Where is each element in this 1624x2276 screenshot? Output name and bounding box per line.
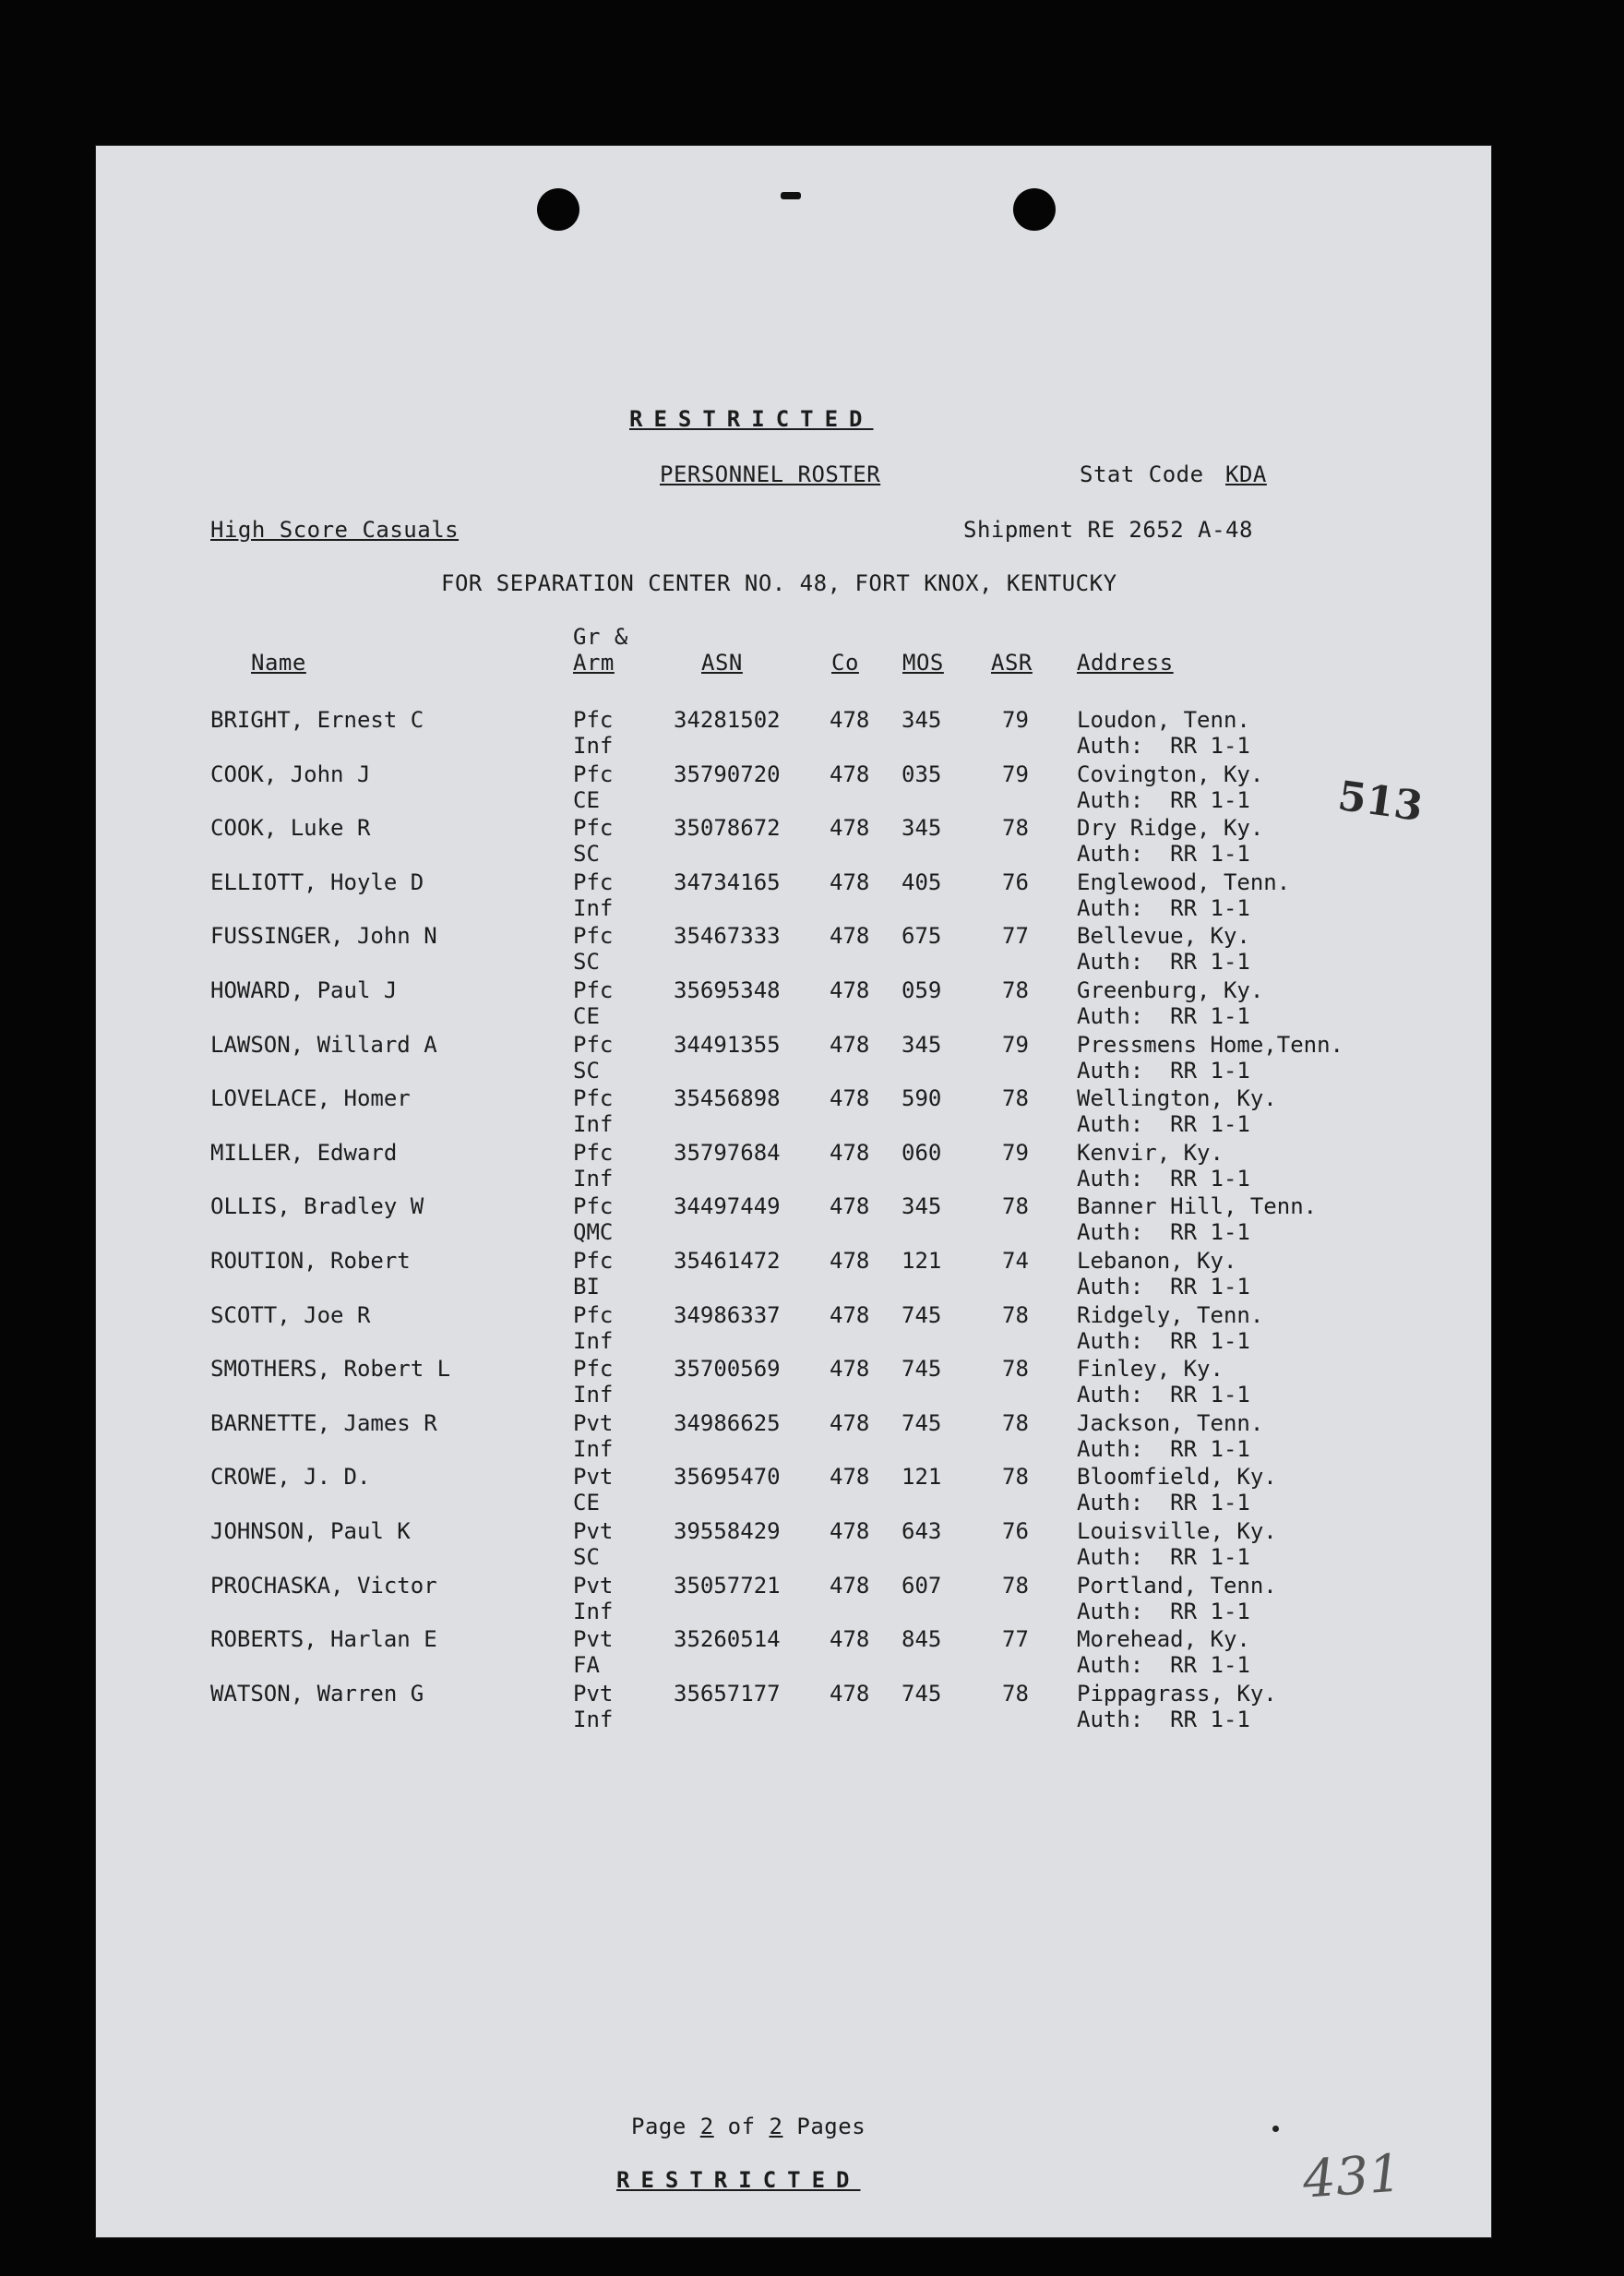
cell-asr: 78 bbox=[1002, 1356, 1029, 1383]
cell-co: 478 bbox=[830, 1680, 870, 1707]
cell-arm: Inf bbox=[573, 733, 614, 759]
cell-co: 478 bbox=[830, 1301, 870, 1328]
cell-asr: 76 bbox=[1002, 1518, 1029, 1544]
cell-name: BRIGHT, Ernest C bbox=[210, 707, 424, 733]
cell-asr: 79 bbox=[1002, 1139, 1029, 1166]
classification-header: RESTRICTED bbox=[629, 406, 874, 432]
cell-co: 478 bbox=[830, 707, 870, 733]
cell-asn: 34734165 bbox=[674, 868, 781, 895]
shipment-label: Shipment RE 2652 A-48 bbox=[963, 517, 1253, 543]
cell-co: 478 bbox=[830, 1031, 870, 1058]
cell-mos: 345 bbox=[902, 1031, 942, 1058]
cell-mos: 060 bbox=[902, 1139, 942, 1166]
cell-mos: 405 bbox=[902, 868, 942, 895]
cell-asr: 78 bbox=[1002, 1409, 1029, 1436]
cell-name: ROBERTS, Harlan E bbox=[210, 1626, 437, 1653]
cell-co: 478 bbox=[830, 1572, 870, 1599]
cell-asn: 35260514 bbox=[674, 1626, 781, 1653]
cell-mos: 745 bbox=[902, 1409, 942, 1436]
cell-authority: Auth: RR 1-1 bbox=[1077, 1327, 1250, 1354]
cell-asn: 35695470 bbox=[674, 1464, 781, 1491]
cell-asr: 78 bbox=[1002, 1464, 1029, 1491]
column-header-co: Co bbox=[831, 650, 859, 676]
punch-hole bbox=[1013, 188, 1056, 231]
group-label: High Score Casuals bbox=[210, 517, 460, 543]
cell-arm: Inf bbox=[573, 1706, 614, 1732]
page-indicator bbox=[631, 2114, 866, 2139]
cell-asn: 35456898 bbox=[674, 1085, 781, 1112]
cell-grade: Pfc bbox=[573, 815, 614, 842]
cell-asn: 35078672 bbox=[674, 815, 781, 842]
cell-address: Jackson, Tenn. bbox=[1077, 1409, 1264, 1436]
cell-authority: Auth: RR 1-1 bbox=[1077, 1274, 1250, 1300]
cell-grade: Pfc bbox=[573, 1031, 614, 1058]
cell-address: Louisville, Ky. bbox=[1077, 1518, 1277, 1544]
cell-arm: FA bbox=[573, 1652, 600, 1679]
cell-mos: 745 bbox=[902, 1680, 942, 1707]
cell-co: 478 bbox=[830, 1248, 870, 1274]
cell-address: Portland, Tenn. bbox=[1077, 1572, 1277, 1599]
cell-name: FUSSINGER, John N bbox=[210, 923, 437, 950]
cell-authority: Auth: RR 1-1 bbox=[1077, 1057, 1250, 1084]
cell-asr: 79 bbox=[1002, 761, 1029, 787]
punch-hole bbox=[537, 188, 579, 231]
cell-arm: Inf bbox=[573, 1327, 614, 1354]
cell-authority: Auth: RR 1-1 bbox=[1077, 1219, 1250, 1246]
cell-arm: Inf bbox=[573, 1598, 614, 1624]
cell-authority: Auth: RR 1-1 bbox=[1077, 1544, 1250, 1570]
cell-co: 478 bbox=[830, 923, 870, 950]
cell-address: Finley, Ky. bbox=[1077, 1356, 1224, 1383]
cell-grade: Pfc bbox=[573, 1248, 614, 1274]
cell-arm: SC bbox=[573, 841, 600, 868]
cell-name: SMOTHERS, Robert L bbox=[210, 1356, 451, 1383]
cell-asn: 35467333 bbox=[674, 923, 781, 950]
cell-arm: CE bbox=[573, 1490, 600, 1516]
cell-address: Greenburg, Ky. bbox=[1077, 977, 1264, 1003]
page-suffix: Pages bbox=[782, 2114, 866, 2139]
cell-asn: 34986337 bbox=[674, 1301, 781, 1328]
cell-name: BARNETTE, James R bbox=[210, 1409, 437, 1436]
cell-authority: Auth: RR 1-1 bbox=[1077, 733, 1250, 759]
cell-name: COOK, John J bbox=[210, 761, 371, 787]
cell-authority: Auth: RR 1-1 bbox=[1077, 1652, 1250, 1679]
cell-co: 478 bbox=[830, 815, 870, 842]
cell-address: Bloomfield, Ky. bbox=[1077, 1464, 1277, 1491]
cell-mos: 675 bbox=[902, 923, 942, 950]
cell-authority: Auth: RR 1-1 bbox=[1077, 1165, 1250, 1192]
cell-grade: Pfc bbox=[573, 977, 614, 1003]
cell-authority: Auth: RR 1-1 bbox=[1077, 786, 1250, 813]
cell-authority: Auth: RR 1-1 bbox=[1077, 1111, 1250, 1138]
cell-address: Lebanon, Ky. bbox=[1077, 1248, 1237, 1274]
cell-address: Dry Ridge, Ky. bbox=[1077, 815, 1264, 842]
cell-arm: Inf bbox=[573, 894, 614, 921]
cell-co: 478 bbox=[830, 761, 870, 787]
cell-co: 478 bbox=[830, 1139, 870, 1166]
cell-grade: Pfc bbox=[573, 707, 614, 733]
cell-asn: 35790720 bbox=[674, 761, 781, 787]
cell-asn: 35057721 bbox=[674, 1572, 781, 1599]
cell-grade: Pvt bbox=[573, 1409, 614, 1436]
column-header-asr: ASR bbox=[991, 650, 1033, 676]
cell-arm: Inf bbox=[573, 1382, 614, 1408]
cell-grade: Pfc bbox=[573, 868, 614, 895]
cell-co: 478 bbox=[830, 1409, 870, 1436]
column-header-mos: MOS bbox=[902, 650, 944, 676]
cell-co: 478 bbox=[830, 1464, 870, 1491]
cell-mos: 845 bbox=[902, 1626, 942, 1653]
cell-grade: Pfc bbox=[573, 923, 614, 950]
cell-grade: Pfc bbox=[573, 1356, 614, 1383]
cell-address: Englewood, Tenn. bbox=[1077, 868, 1291, 895]
cell-mos: 745 bbox=[902, 1356, 942, 1383]
page-prefix: Page bbox=[631, 2114, 700, 2139]
cell-arm: CE bbox=[573, 786, 600, 813]
cell-asn: 35797684 bbox=[674, 1139, 781, 1166]
cell-asr: 78 bbox=[1002, 1301, 1029, 1328]
cell-co: 478 bbox=[830, 1085, 870, 1112]
cell-co: 478 bbox=[830, 977, 870, 1003]
cell-mos: 121 bbox=[902, 1248, 942, 1274]
destination-line: FOR SEPARATION CENTER NO. 48, FORT KNOX, KENTUCKY bbox=[441, 570, 1117, 596]
cell-address: Morehead, Ky. bbox=[1077, 1626, 1250, 1653]
cell-address: Banner Hill, Tenn. bbox=[1077, 1193, 1318, 1220]
cell-arm: CE bbox=[573, 1003, 600, 1029]
cell-asr: 78 bbox=[1002, 1085, 1029, 1112]
cell-authority: Auth: RR 1-1 bbox=[1077, 949, 1250, 976]
cell-authority: Auth: RR 1-1 bbox=[1077, 894, 1250, 921]
cell-authority: Auth: RR 1-1 bbox=[1077, 1490, 1250, 1516]
cell-address: Covington, Ky. bbox=[1077, 761, 1264, 787]
column-header-address: Address bbox=[1077, 650, 1174, 676]
cell-asn: 35695348 bbox=[674, 977, 781, 1003]
page-total: 2 bbox=[769, 2114, 783, 2139]
cell-asr: 79 bbox=[1002, 707, 1029, 733]
cell-co: 478 bbox=[830, 1518, 870, 1544]
cell-asr: 78 bbox=[1002, 1193, 1029, 1220]
cell-asr: 79 bbox=[1002, 1031, 1029, 1058]
cell-mos: 607 bbox=[902, 1572, 942, 1599]
cell-authority: Auth: RR 1-1 bbox=[1077, 1435, 1250, 1462]
stat-code-value: KDA bbox=[1225, 461, 1267, 487]
cell-arm: SC bbox=[573, 1544, 600, 1570]
cell-asn: 35700569 bbox=[674, 1356, 781, 1383]
cell-co: 478 bbox=[830, 868, 870, 895]
document-page bbox=[96, 146, 1491, 2237]
cell-asr: 77 bbox=[1002, 923, 1029, 950]
cell-name: COOK, Luke R bbox=[210, 815, 371, 842]
cell-address: Pressmens Home,Tenn. bbox=[1077, 1031, 1343, 1058]
cell-asn: 35657177 bbox=[674, 1680, 781, 1707]
cell-mos: 345 bbox=[902, 815, 942, 842]
cell-mos: 059 bbox=[902, 977, 942, 1003]
cell-co: 478 bbox=[830, 1356, 870, 1383]
cell-mos: 035 bbox=[902, 761, 942, 787]
cell-mos: 345 bbox=[902, 707, 942, 733]
cell-co: 478 bbox=[830, 1626, 870, 1653]
cell-name: LAWSON, Willard A bbox=[210, 1031, 437, 1058]
cell-arm: Inf bbox=[573, 1165, 614, 1192]
column-header-asn: ASN bbox=[701, 650, 743, 676]
classification-footer: RESTRICTED bbox=[616, 2167, 861, 2193]
cell-address: Kenvir, Ky. bbox=[1077, 1139, 1224, 1166]
cell-grade: Pfc bbox=[573, 1085, 614, 1112]
cell-authority: Auth: RR 1-1 bbox=[1077, 1382, 1250, 1408]
cell-arm: Inf bbox=[573, 1111, 614, 1138]
cell-name: ELLIOTT, Hoyle D bbox=[210, 868, 424, 895]
cell-asr: 78 bbox=[1002, 1572, 1029, 1599]
cell-asn: 34281502 bbox=[674, 707, 781, 733]
column-header-grade: Gr & bbox=[573, 624, 628, 650]
cell-address: Loudon, Tenn. bbox=[1077, 707, 1250, 733]
paper-mark bbox=[781, 192, 801, 199]
cell-name: OLLIS, Bradley W bbox=[210, 1193, 424, 1220]
cell-asn: 34497449 bbox=[674, 1193, 781, 1220]
cell-mos: 345 bbox=[902, 1193, 942, 1220]
cell-name: WATSON, Warren G bbox=[210, 1680, 424, 1707]
cell-asn: 39558429 bbox=[674, 1518, 781, 1544]
cell-mos: 643 bbox=[902, 1518, 942, 1544]
cell-mos: 590 bbox=[902, 1085, 942, 1112]
cell-mos: 121 bbox=[902, 1464, 942, 1491]
cell-name: PROCHASKA, Victor bbox=[210, 1572, 437, 1599]
pencil-number: 431 bbox=[1300, 2143, 1404, 2210]
cell-asr: 78 bbox=[1002, 1680, 1029, 1707]
cell-authority: Auth: RR 1-1 bbox=[1077, 1706, 1250, 1732]
column-header-name: Name bbox=[251, 650, 306, 676]
cell-grade: Pfc bbox=[573, 761, 614, 787]
column-header-arm: Arm bbox=[573, 650, 615, 676]
cell-name: HOWARD, Paul J bbox=[210, 977, 398, 1003]
cell-asn: 34491355 bbox=[674, 1031, 781, 1058]
cell-asr: 74 bbox=[1002, 1248, 1029, 1274]
cell-name: ROUTION, Robert bbox=[210, 1248, 411, 1274]
cell-grade: Pfc bbox=[573, 1301, 614, 1328]
cell-arm: SC bbox=[573, 1057, 600, 1084]
cell-grade: Pvt bbox=[573, 1464, 614, 1491]
cell-grade: Pvt bbox=[573, 1572, 614, 1599]
cell-grade: Pfc bbox=[573, 1193, 614, 1220]
cell-name: JOHNSON, Paul K bbox=[210, 1518, 411, 1544]
cell-asr: 78 bbox=[1002, 977, 1029, 1003]
cell-arm: SC bbox=[573, 949, 600, 976]
cell-address: Wellington, Ky. bbox=[1077, 1085, 1277, 1112]
dot-mark bbox=[1272, 2126, 1279, 2132]
cell-authority: Auth: RR 1-1 bbox=[1077, 841, 1250, 868]
cell-name: CROWE, J. D. bbox=[210, 1464, 371, 1491]
cell-asn: 34986625 bbox=[674, 1409, 781, 1436]
stat-code-label: Stat Code bbox=[1080, 461, 1204, 487]
stamped-number: 513 bbox=[1334, 772, 1426, 832]
cell-asr: 78 bbox=[1002, 815, 1029, 842]
cell-address: Ridgely, Tenn. bbox=[1077, 1301, 1264, 1328]
cell-name: LOVELACE, Homer bbox=[210, 1085, 411, 1112]
cell-address: Bellevue, Ky. bbox=[1077, 923, 1250, 950]
cell-name: MILLER, Edward bbox=[210, 1139, 398, 1166]
cell-name: SCOTT, Joe R bbox=[210, 1301, 371, 1328]
cell-arm: BI bbox=[573, 1274, 600, 1300]
page-current: 2 bbox=[699, 2114, 714, 2139]
cell-grade: Pvt bbox=[573, 1626, 614, 1653]
cell-grade: Pvt bbox=[573, 1518, 614, 1544]
page-middle: of bbox=[713, 2114, 770, 2139]
roster-title: PERSONNEL ROSTER bbox=[660, 461, 881, 487]
cell-mos: 745 bbox=[902, 1301, 942, 1328]
cell-arm: QMC bbox=[573, 1219, 614, 1246]
cell-arm: Inf bbox=[573, 1435, 614, 1462]
cell-address: Pippagrass, Ky. bbox=[1077, 1680, 1277, 1707]
cell-asr: 77 bbox=[1002, 1626, 1029, 1653]
cell-co: 478 bbox=[830, 1193, 870, 1220]
cell-asr: 76 bbox=[1002, 868, 1029, 895]
cell-grade: Pfc bbox=[573, 1139, 614, 1166]
cell-authority: Auth: RR 1-1 bbox=[1077, 1003, 1250, 1029]
cell-asn: 35461472 bbox=[674, 1248, 781, 1274]
cell-grade: Pvt bbox=[573, 1680, 614, 1707]
cell-authority: Auth: RR 1-1 bbox=[1077, 1598, 1250, 1624]
